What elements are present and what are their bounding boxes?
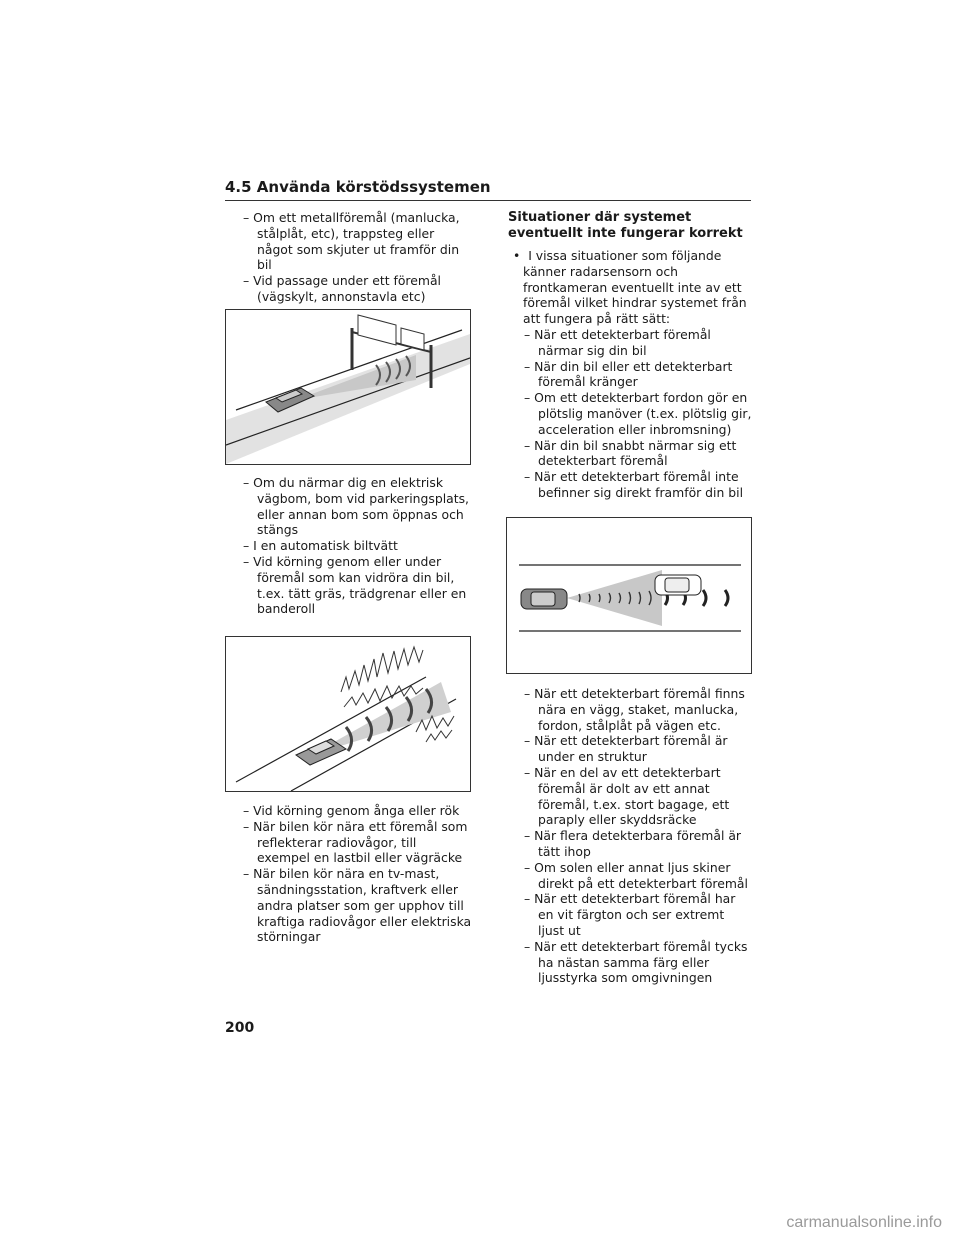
list-item: – Vid körning genom ånga eller rök — [243, 803, 473, 819]
page-number: 200 — [225, 1020, 255, 1036]
list-item: – När flera detekterbara föremål är tätt ihop — [508, 828, 753, 860]
list-item: – När ett detekterbart föremål är under en struktur — [508, 733, 753, 765]
list-item: – Vid passage under ett föremål (vägskylt, annonstavla etc) — [243, 273, 473, 305]
list-item: – När ett detekterbart föremål tycks ha nästan samma färg eller ljusstyrka som omgivningen — [508, 939, 753, 986]
list-item: – När ett detekterbart föremål finns nära en vägg, staket, manlucka, fordon, stålplåt på vägen etc. — [508, 686, 753, 733]
right-column-top — [508, 210, 753, 501]
offset-vehicle-illustration — [507, 518, 751, 673]
left-list-2 — [243, 475, 473, 617]
list-item: – När din bil snabbt närmar sig ett detekterbart föremål — [508, 438, 753, 470]
list-item: – Om du närmar dig en elektrisk vägbom, bom vid parkeringsplats, eller annan bom som öppnas och stängs — [243, 475, 473, 538]
left-list-1 — [243, 210, 473, 305]
vegetation-illustration — [226, 637, 470, 791]
list-item: – När bilen kör nära ett föremål som reflekterar radiovågor, till exempel en lastbil eller vägräcke — [243, 819, 473, 866]
left-list-3 — [243, 803, 473, 945]
section-header: 4.5 Använda körstödssystemen — [225, 178, 751, 201]
list-item: – Om solen eller annat ljus skiner direkt på ett detekterbart föremål — [508, 860, 753, 892]
right-list-2 — [508, 686, 753, 986]
list-item: – Om ett metallföremål (manlucka, stålplåt, etc), trappsteg eller något som skjuter ut framför din bil — [243, 210, 473, 273]
watermark: carmanualsonline.info — [786, 1214, 942, 1231]
list-item: – När din bil eller ett detekterbart föremål kränger — [508, 359, 753, 391]
list-item: – I en automatisk biltvätt — [243, 538, 473, 554]
figure-vegetation — [225, 636, 471, 792]
car-icon — [655, 575, 701, 595]
list-item: – Om ett detekterbart fordon gör en plötslig manöver (t.ex. plötslig gir, acceleration eller inbromsning) — [508, 390, 753, 437]
list-item: – När ett detekterbart föremål närmar sig din bil — [508, 327, 753, 359]
figure-offset-vehicle — [506, 517, 752, 674]
car-icon — [521, 589, 567, 609]
sign-gantry-illustration — [226, 310, 470, 464]
figure-sign-gantry — [225, 309, 471, 465]
section-heading: Situationer där systemet eventuellt inte fungerar korrekt — [508, 210, 743, 241]
list-item: – När ett detekterbart föremål inte befinner sig direkt framför din bil — [508, 469, 753, 501]
list-item: – När bilen kör nära en tv-mast, sändningsstation, kraftverk eller andra platser som ger upphov till kraftiga radiovågor eller elektriska störningar — [243, 866, 473, 945]
list-item: – Vid körning genom eller under föremål som kan vidröra din bil, t.ex. tätt gräs, trädgrenar eller en banderoll — [243, 554, 473, 617]
list-item: – När en del av ett detekterbart föremål är dolt av ett annat föremål, t.ex. stort bagage, ett paraply eller skyddsräcke — [508, 765, 753, 828]
list-item: – När ett detekterbart föremål har en vit färgton och ser extremt ljust ut — [508, 891, 753, 938]
bullet-item: • I vissa situationer som följande känner radarsensorn och frontkameran eventuellt inte av ett föremål vilket hindrar systemet från att fungera på rätt sätt: — [508, 248, 753, 327]
